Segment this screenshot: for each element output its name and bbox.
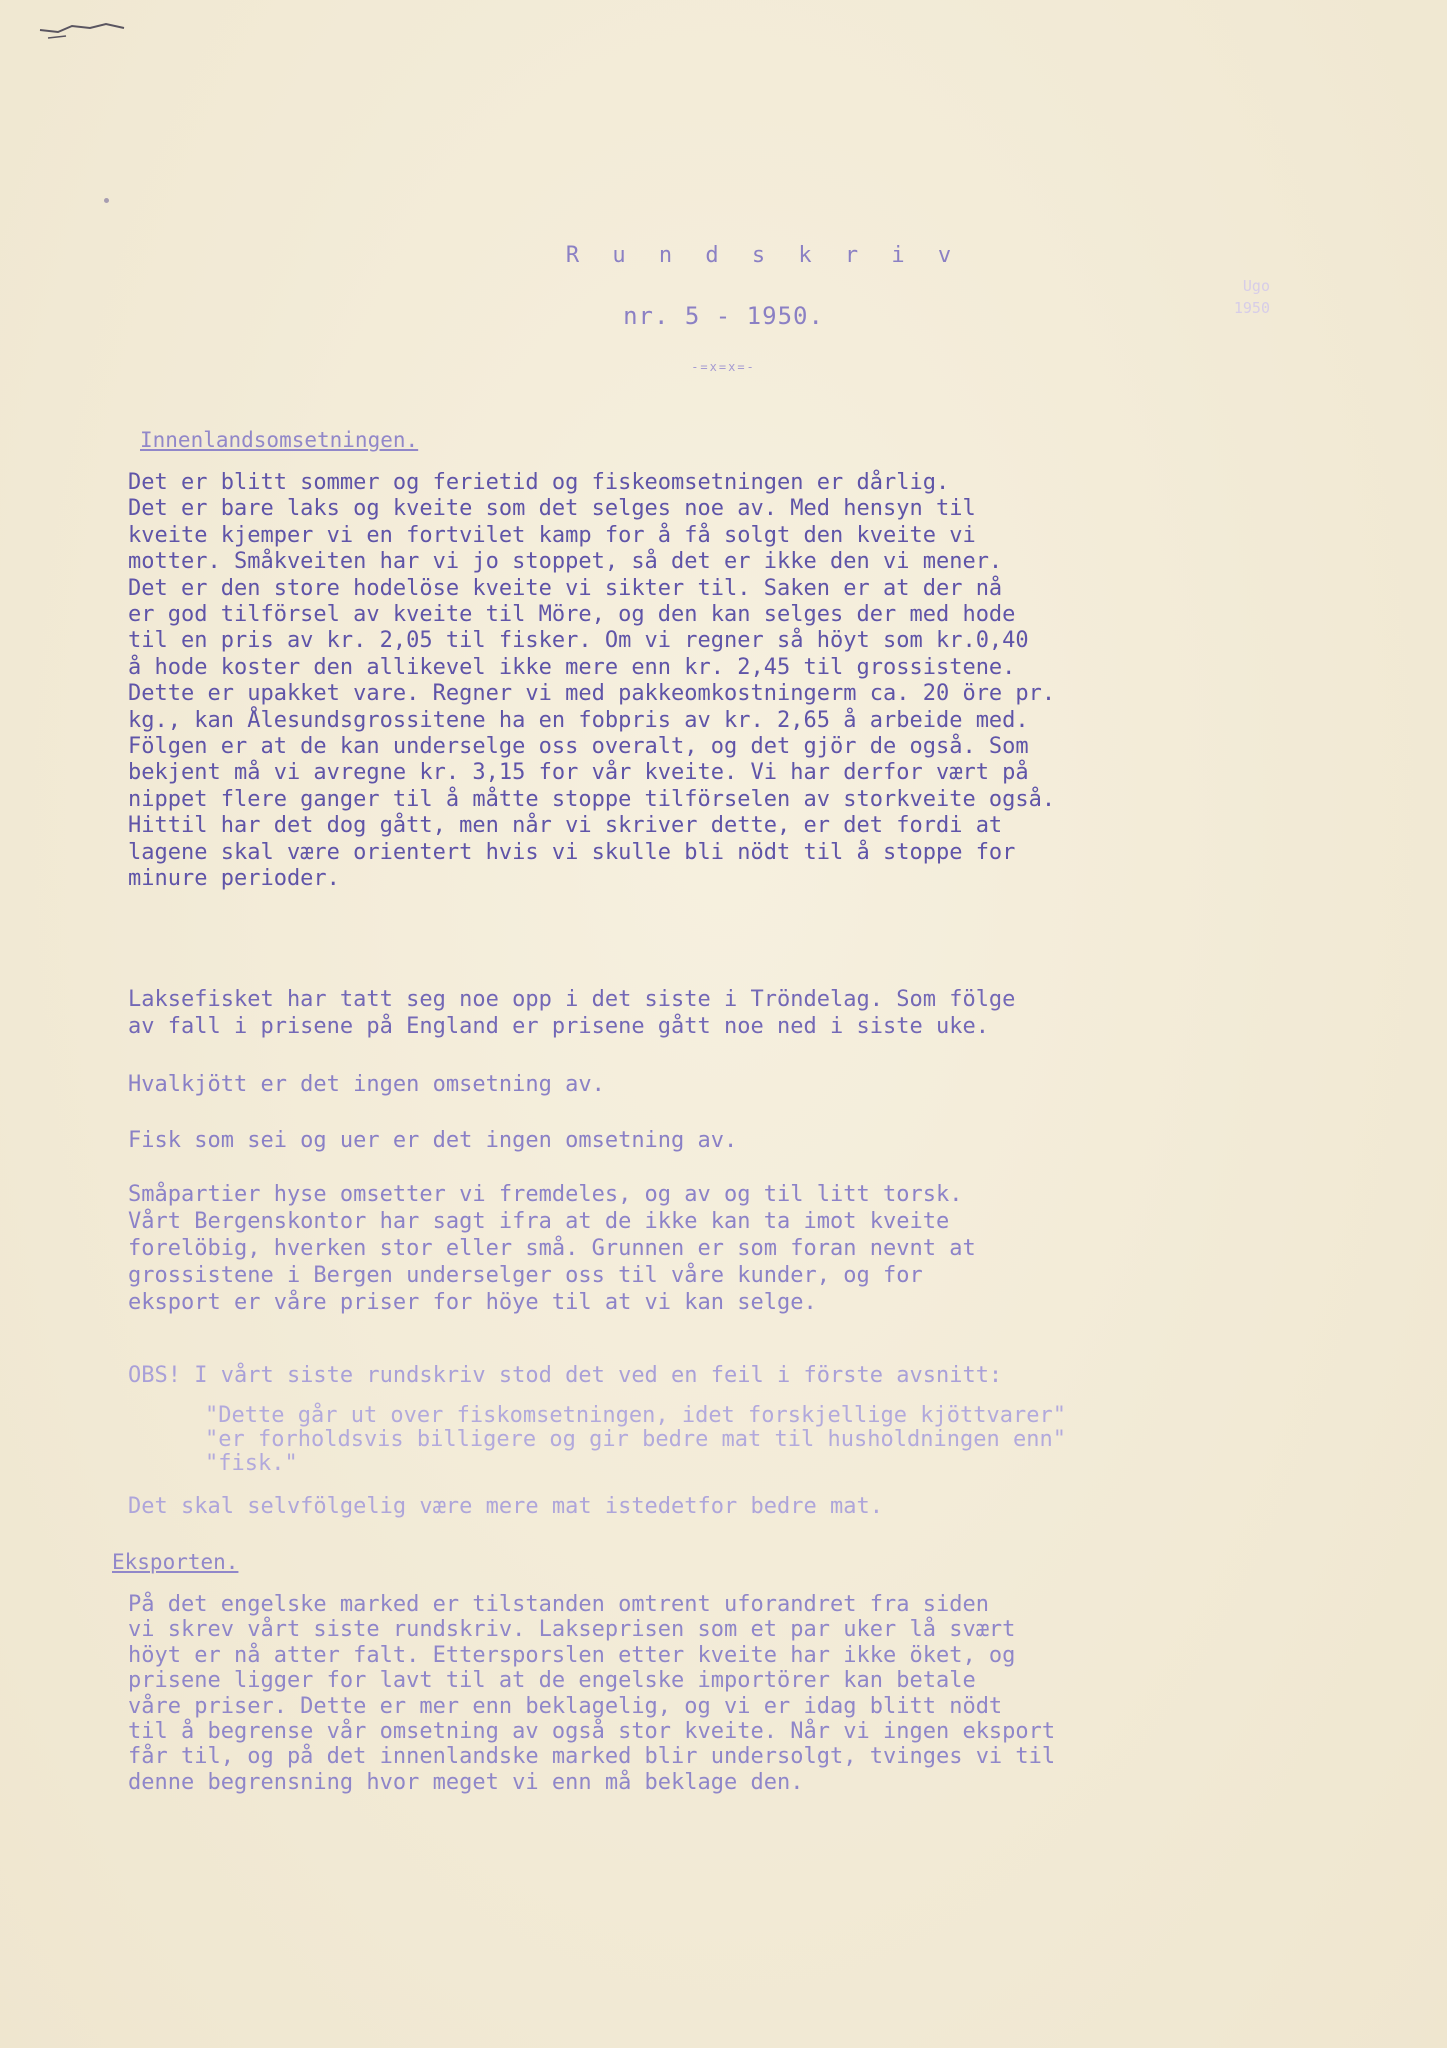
ink-dot (104, 198, 109, 203)
faint-stamp: Ugo 1950 (1233, 277, 1270, 317)
section-heading-export: Eksporten. (112, 1550, 239, 1574)
paragraph-domestic-5: Småpartier hyse omsetter vi fremdeles, og av og til litt torsk. Vårt Bergenskontor har sagt ifra at de ikke kan ta imot kveite forelöbig, hverken stor eller små. Grunnen er som foran nevnt at grossistene i Bergen underselger oss til våre kunder, og for eksport er våre priser for höye til at vi kan selge. (128, 1182, 976, 1315)
paragraph-domestic-1: Det er blitt sommer og ferietid og fiskeomsetningen er dårlig. Det er bare laks og kveite som det selges noe av. Med hensyn til kveite kjemper vi en fortvilet kamp for å få solgt den kveite vi motter. Småkveiten har vi jo stoppet, så det er ikke den vi mener. Det er den store hodelöse kveite vi sikter til. Saken er at der nå er god tilförsel av kveite til Möre, og den kan selges der med hode til en pris av kr. 2,05 til fisker. Om vi regner så höyt som kr.0,40 å hode koster den allikevel ikke mere enn kr. 2,45 til grossistene. Dette er upakket vare. Regner vi med pakkeomkostningerm ca. 20 öre pr. kg., kan Ålesundsgrossitene ha en fobpris av kr. 2,65 å arbeide med. Fölgen er at de kan underselge oss overalt, og det gjör de også. Som bekjent må vi avregne kr. 3,15 for vår kveite. Vi har derfor vært på nippet flere ganger til å måtte stoppe tilförselen av storkveite også. Hittil har det dog gått, men når vi skriver dette, er det fordi at lagene skal være orientert hvis vi skulle bli nödt til å stoppe for minure perioder. (128, 470, 1056, 892)
correction-line: Det skal selvfölgelig være mere mat istedetfor bedre mat. (128, 1494, 883, 1519)
section-heading-domestic: Innenlandsomsetningen. (140, 428, 419, 452)
document-number: nr. 5 - 1950. (623, 302, 824, 330)
quoted-text: "Dette går ut over fiskomsetningen, idet forskjellige kjöttvarer" "er forholdsvis billigere og gir bedre mat til husholdningen enn" "fisk." (205, 1403, 1066, 1476)
title-separator: -=x=x=- (691, 360, 756, 374)
paragraph-domestic-2: Laksefisket har tatt seg noe opp i det siste i Tröndelag. Som fölge av fall i prisene på England er prisene gått noe ned i siste uke. (128, 987, 1016, 1039)
obs-note: OBS! I vårt siste rundskriv stod det ved en feil i förste avsnitt: (128, 1363, 1003, 1388)
paragraph-domestic-4: Fisk som sei og uer er det ingen omsetning av. (128, 1128, 738, 1153)
paragraph-domestic-3: Hvalkjött er det ingen omsetning av. (128, 1072, 605, 1097)
document-title: R u n d s k r i v (565, 243, 962, 268)
paragraph-export-1: På det engelske marked er tilstanden omtrent uforandret fra siden vi skrev vårt siste rundskriv. Lakseprisen som et par uker lå svært höyt er nå atter falt. Ettersporslen etter kveite har ikke öket, og prisene ligger for lavt til at de engelske importörer kan betale våre priser. Dette er mer enn beklagelig, og vi er idag blitt nödt til å begrense vår omsetning av også stor kveite. Når vi ingen eksport får til, og på det innenlandske marked blir undersolgt, tvinges vi til denne begrensning hvor meget vi enn må beklage den. (128, 1592, 1056, 1795)
pencil-mark (38, 12, 128, 40)
